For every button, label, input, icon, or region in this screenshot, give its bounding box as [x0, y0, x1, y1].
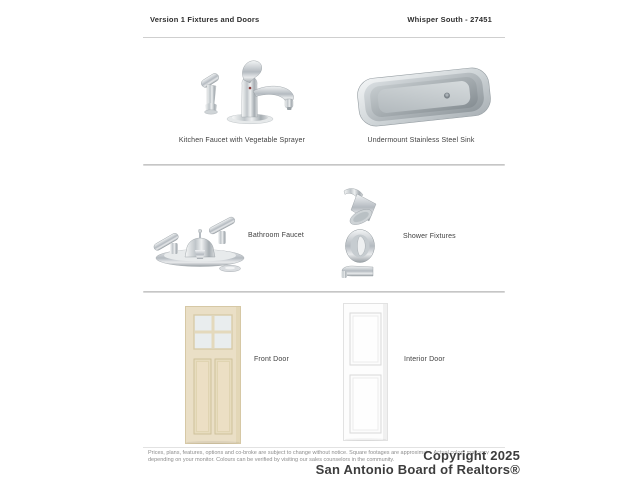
- watermark-line1: Copyright 2025: [423, 448, 520, 463]
- shower-fixtures-image: [338, 183, 398, 283]
- bathroom-faucet-image: [150, 205, 260, 275]
- bathroom-faucet-caption: Bathroom Faucet: [248, 232, 304, 239]
- section-divider: [143, 164, 505, 166]
- stainless-steel-sink-image: [348, 64, 500, 130]
- section-divider: [143, 291, 505, 293]
- page-title: Version 1 Fixtures and Doors: [150, 15, 260, 24]
- front-door-image: [185, 306, 241, 444]
- mls-copyright-watermark: [316, 449, 520, 477]
- stainless-steel-sink-caption: Undermount Stainless Steel Sink: [367, 137, 475, 144]
- shower-fixtures-caption: Shower Fixtures: [403, 233, 456, 240]
- kitchen-faucet-caption: Kitchen Faucet with Vegetable Sprayer: [178, 137, 306, 144]
- watermark-line2: San Antonio Board of Realtors®: [315, 462, 520, 477]
- kitchen-faucet-image: [195, 55, 305, 130]
- front-door-caption: Front Door: [254, 356, 289, 363]
- interior-door-caption: Interior Door: [404, 356, 445, 363]
- disclaimer-text: Prices, plans, features, options and co-broke are subject to change without notice. Square footages are approximate. Actual colors may vary depending on your monitor. Colours can be verified by visiting our sales counselors in the community.: [148, 450, 489, 463]
- community-title: Whisper South - 27451: [407, 15, 492, 24]
- interior-door-image: [343, 303, 388, 441]
- header-divider: [143, 37, 505, 38]
